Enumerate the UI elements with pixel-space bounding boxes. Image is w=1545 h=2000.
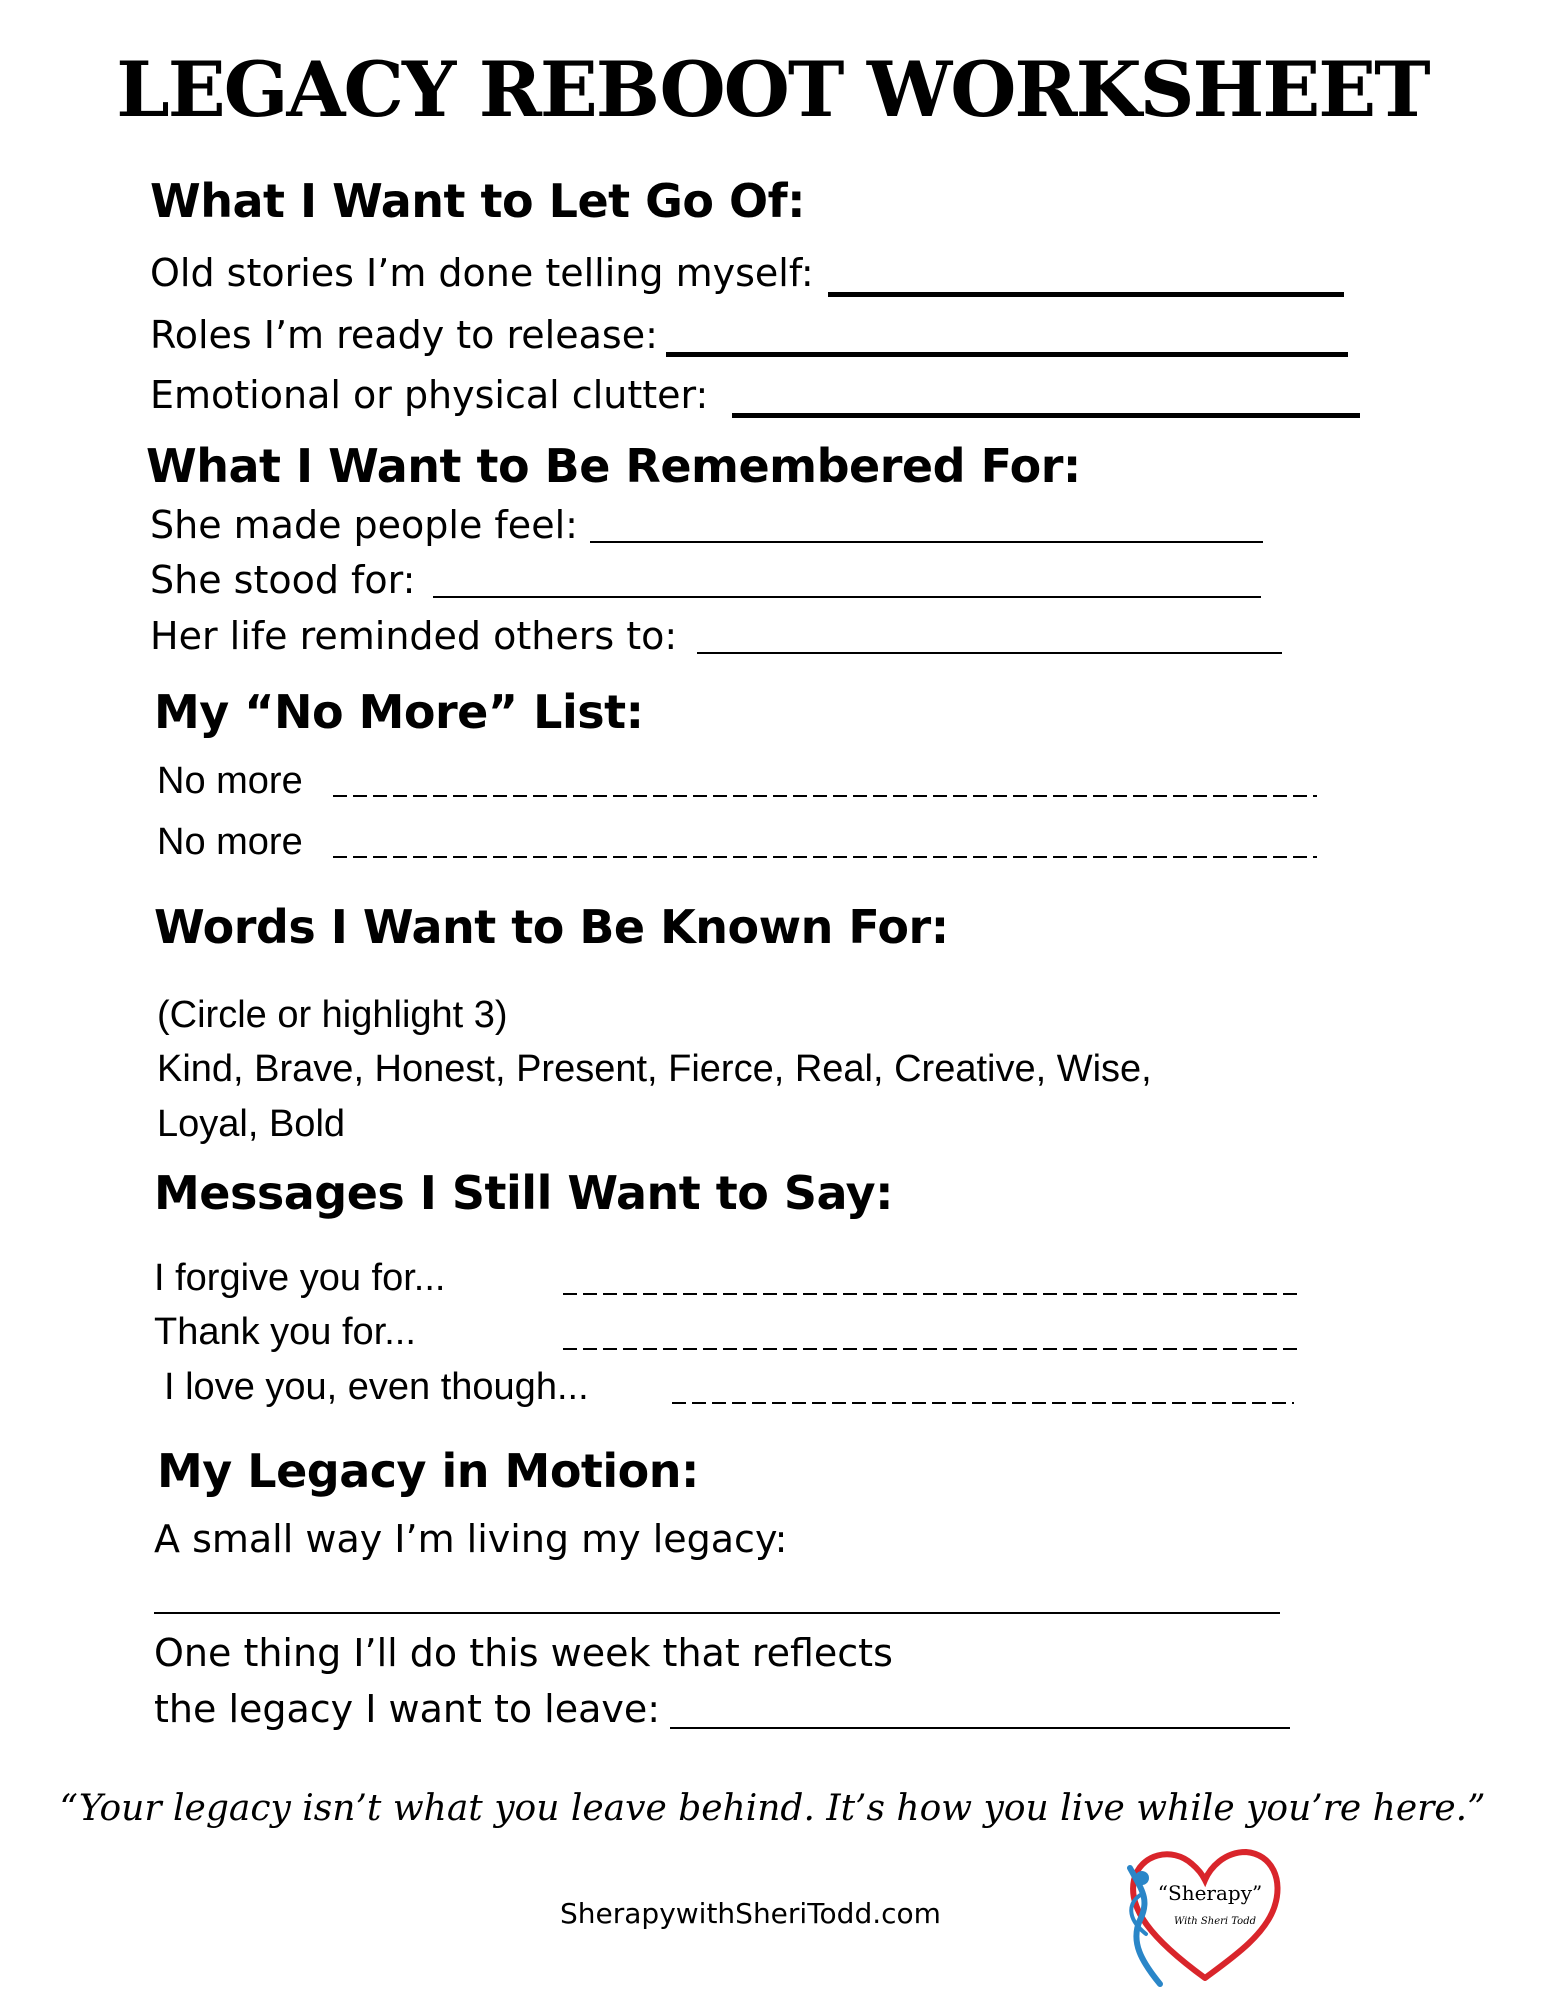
prompt-reminded-others: Her life reminded others to:	[150, 614, 678, 658]
prompt-made-people-feel: She made people feel:	[150, 503, 578, 547]
heading-words: Words I Want to Be Known For:	[154, 900, 949, 954]
answer-line-one-thing[interactable]	[670, 1727, 1290, 1729]
answer-line-roles[interactable]	[666, 352, 1348, 357]
answer-line-reminded-others[interactable]	[697, 652, 1282, 654]
prompt-one-thing-line1: One thing I’ll do this week that reflects	[154, 1631, 893, 1675]
answer-line-no-more-1[interactable]	[333, 795, 1317, 797]
heading-no-more: My “No More” List:	[154, 685, 644, 739]
prompt-love-you: I love you, even though...	[164, 1366, 589, 1408]
heading-motion: My Legacy in Motion:	[157, 1444, 699, 1498]
prompt-no-more-2: No more	[157, 821, 303, 863]
prompt-thank-you: Thank you for...	[154, 1311, 416, 1353]
footer-quote: “Your legacy isn’t what you leave behind. It’s how you live while you’re here.”	[59, 1788, 1486, 1829]
answer-line-old-stories[interactable]	[828, 292, 1344, 297]
answer-line-small-way[interactable]	[154, 1612, 1280, 1614]
prompt-no-more-1: No more	[157, 760, 303, 802]
logo-text: “Sherapy”	[1157, 1881, 1263, 1905]
words-list-line1: Kind, Brave, Honest, Present, Fierce, Real, Creative, Wise,	[157, 1048, 1152, 1090]
logo-subtext: With Sheri Todd	[1173, 1916, 1257, 1927]
answer-line-forgive[interactable]	[563, 1293, 1303, 1295]
answer-line-thank-you[interactable]	[563, 1348, 1303, 1350]
heading-remembered: What I Want to Be Remembered For:	[146, 439, 1081, 493]
answer-line-clutter[interactable]	[732, 413, 1360, 418]
heading-let-go: What I Want to Let Go Of:	[150, 174, 806, 228]
prompt-one-thing-line2: the legacy I want to leave:	[154, 1687, 661, 1731]
prompt-clutter: Emotional or physical clutter:	[150, 373, 709, 417]
prompt-small-way: A small way I’m living my legacy:	[154, 1517, 788, 1561]
answer-line-stood-for[interactable]	[433, 596, 1261, 598]
footer-website[interactable]: SherapywithSheriTodd.com	[560, 1897, 941, 1930]
logo-heart-icon	[1133, 1852, 1277, 1978]
words-list-line2: Loyal, Bold	[157, 1103, 346, 1145]
prompt-roles: Roles I’m ready to release:	[150, 313, 658, 357]
answer-line-no-more-2[interactable]	[333, 856, 1317, 858]
sherapy-logo	[1120, 1838, 1290, 1988]
worksheet-title: LEGACY REBOOT WORKSHEET	[116, 45, 1429, 134]
prompt-stood-for: She stood for:	[150, 558, 416, 602]
prompt-old-stories: Old stories I’m done telling myself:	[150, 251, 814, 295]
prompt-forgive: I forgive you for...	[154, 1257, 446, 1299]
words-instruction: (Circle or highlight 3)	[157, 994, 508, 1036]
heading-messages: Messages I Still Want to Say:	[154, 1166, 893, 1220]
answer-line-made-people-feel[interactable]	[590, 541, 1263, 543]
answer-line-love-you[interactable]	[672, 1402, 1294, 1404]
